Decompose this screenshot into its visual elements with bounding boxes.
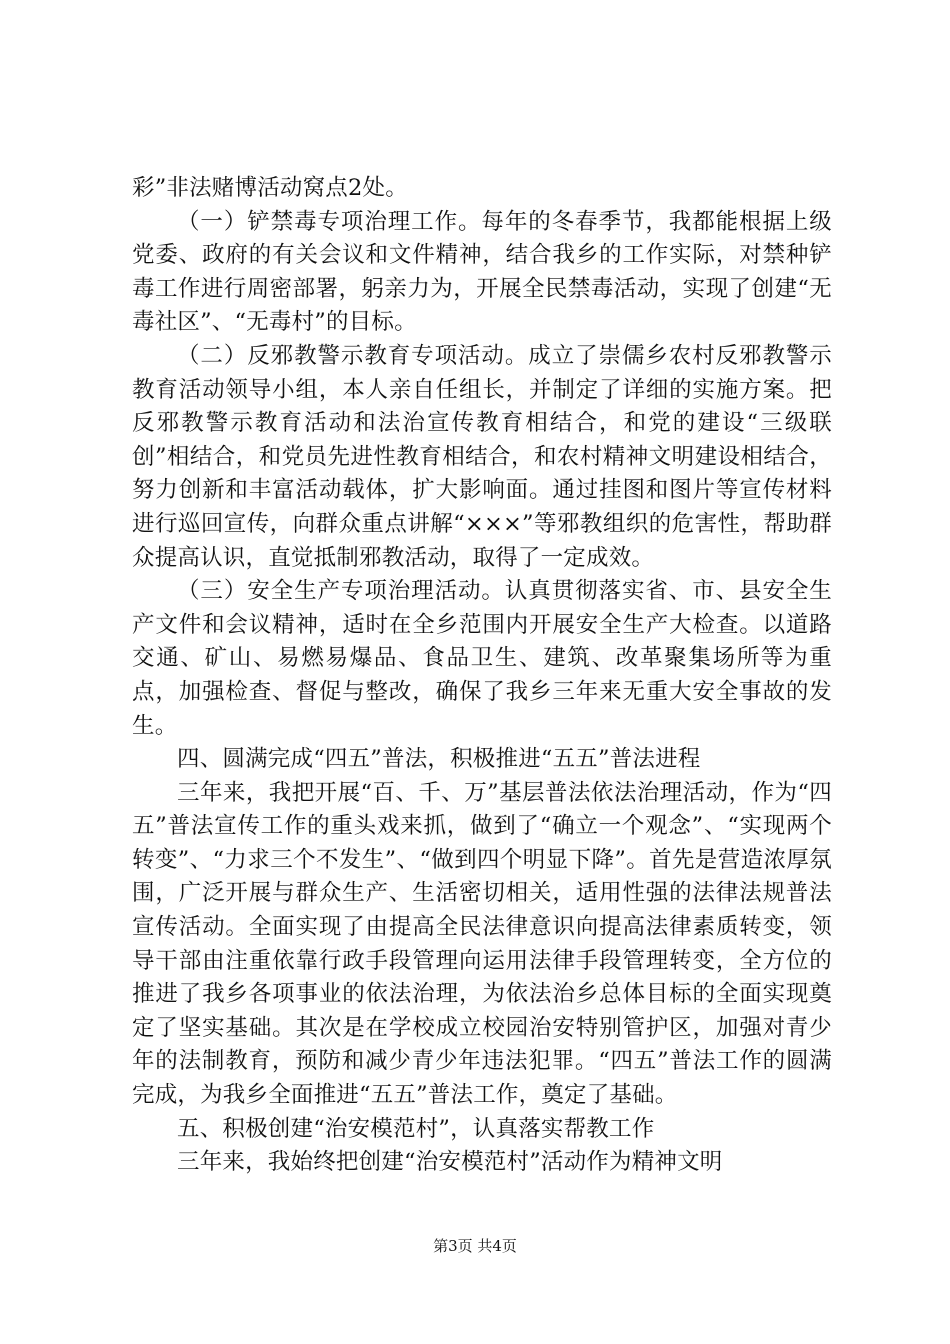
- paragraph-legal-education: 三年来，我把开展“百、千、万”基层普法依法治理活动，作为“四五”普法宣传工作的重头戏来抓，做到了“确立一个观念”、“实现两个转变”、“力求三个不发生”、“做到四个明显下降”。首先是营造浓厚氛围，广泛开展与群众生产、生活密切相关，适用性强的法律法规普法宣传活动。全面实现了由提高全民法律意识向提高法律素质转变，领导干部由注重依靠行政手段管理向运用法律手段管理转变，全方位的推进了我乡各项事业的依法治理，为依法治乡总体目标的全面实现奠定了坚实基础。其次是在学校成立校园治安特别管护区，加强对青少年的法制教育，预防和减少青少年违法犯罪。“四五”普法工作的圆满完成，为我乡全面推进“五五”普法工作，奠定了基础。: [132, 779, 832, 1109]
- section-heading-model-village: 五、积极创建“治安模范村”，认真落实帮教工作: [177, 1115, 655, 1142]
- section-heading-legal-education: 四、圆满完成“四五”普法，积极推进“五五”普法进程: [177, 746, 701, 773]
- document-body: [132, 172, 832, 1180]
- paragraph-model-village: 三年来，我始终把创建“治安模范村”活动作为精神文明: [177, 1149, 723, 1176]
- paragraph-continuation: 彩”非法赌博活动窝点2处。: [132, 175, 408, 201]
- paragraph-work-safety: （三）安全生产专项治理活动。认真贯彻落实省、市、县安全生产文件和会议精神，适时在全乡范围内开展安全生产大检查。以道路交通、矿山、易燃易爆品、食品卫生、建筑、改革聚集场所等为重点，加强检查、督促与整改，确保了我乡三年来无重大安全事故的发生。: [132, 578, 832, 739]
- paragraph-anti-cult: （二）反邪教警示教育专项活动。成立了崇儒乡农村反邪教警示教育活动领导小组，本人亲自任组长，并制定了详细的实施方案。把反邪教警示教育活动和法治宣传教育相结合，和党的建设“三级联创”相结合，和党员先进性教育相结合，和农村精神文明建设相结合，努力创新和丰富活动载体，扩大影响面。通过挂图和图片等宣传材料进行巡回宣传，向群众重点讲解“×××”等邪教组织的危害性，帮助群众提高认识，直觉抵制邪教活动，取得了一定成效。: [132, 342, 832, 571]
- page-footer: 第3页 共4页: [433, 1237, 517, 1255]
- paragraph-anti-drug: （一）铲禁毒专项治理工作。每年的冬春季节，我都能根据上级党委、政府的有关会议和文件精神，结合我乡的工作实际，对禁种铲毒工作进行周密部署，躬亲力为，开展全民禁毒活动，实现了创建“无毒社区”、“无毒村”的目标。: [132, 208, 832, 336]
